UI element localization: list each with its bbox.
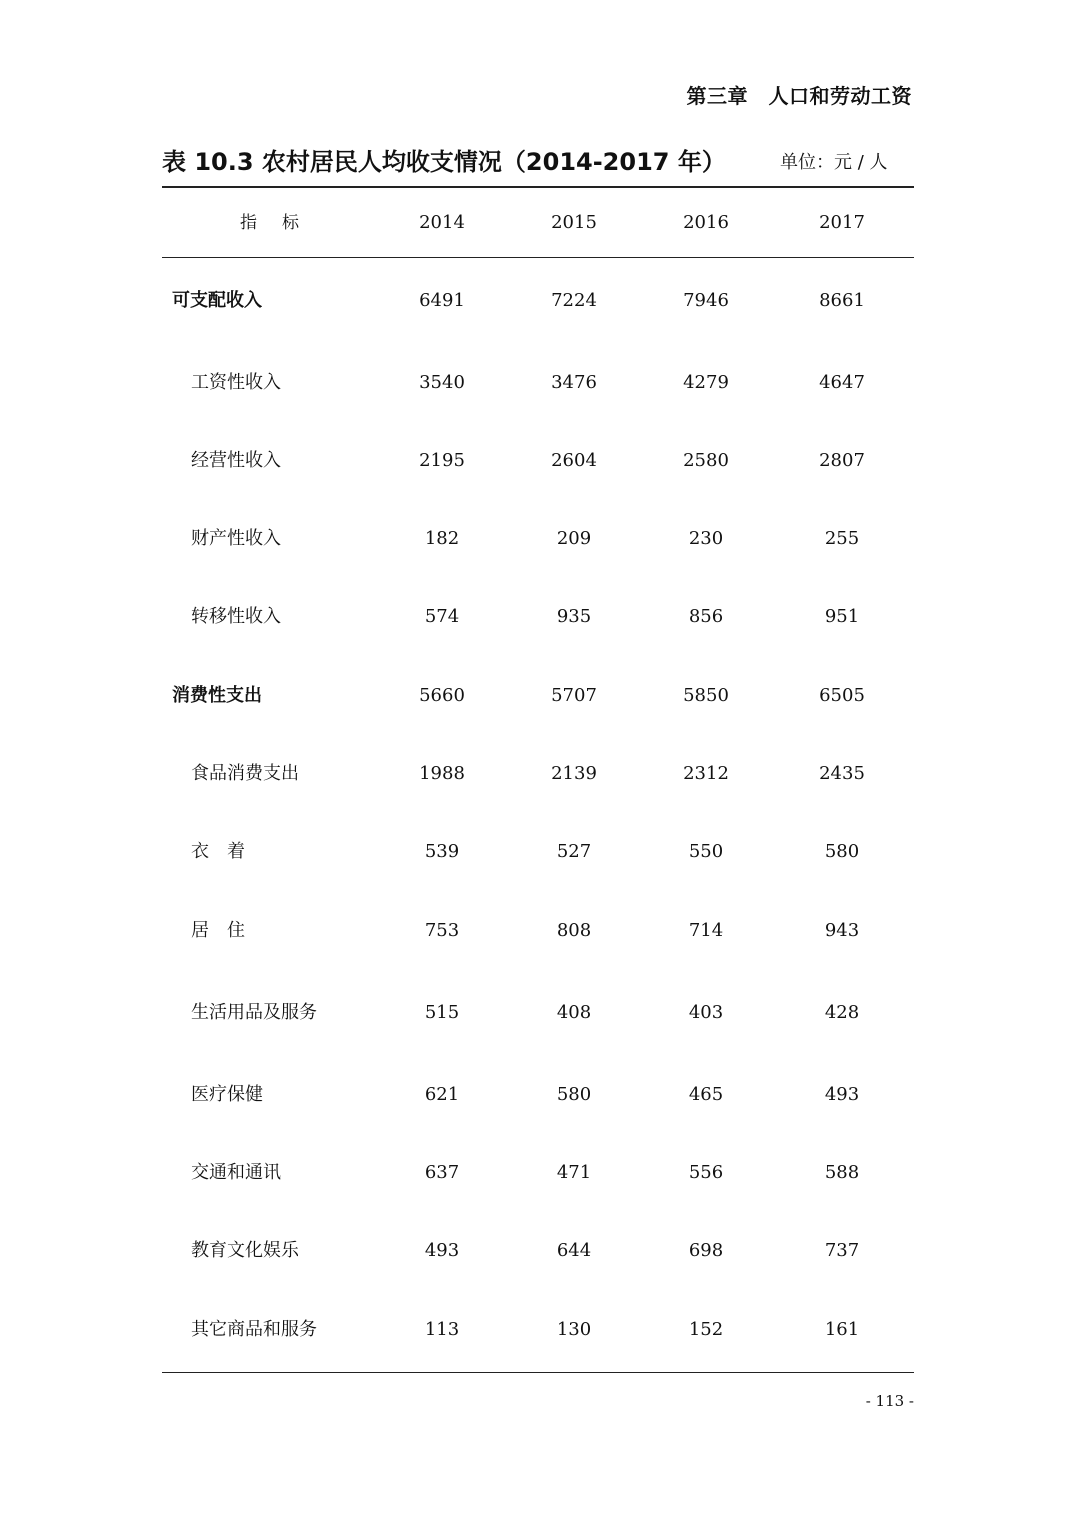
- cell-2016: 714: [688, 920, 724, 941]
- row-label: 财产性收入: [191, 528, 281, 549]
- cell-2017: 580: [824, 841, 860, 862]
- cell-2017: 8661: [819, 290, 865, 311]
- cell-2017: 943: [824, 920, 860, 941]
- cell-2016: 5850: [683, 685, 729, 706]
- cell-2016: 856: [688, 606, 724, 627]
- page-number: - 113 -: [865, 1392, 914, 1410]
- cell-2017: 6505: [819, 685, 865, 706]
- table-row: [162, 1158, 914, 1188]
- cell-2014: 113: [424, 1319, 460, 1340]
- cell-2014: 1988: [419, 763, 465, 784]
- table-row: [162, 446, 914, 476]
- cell-2015: 527: [556, 841, 592, 862]
- table-row: [162, 998, 914, 1028]
- cell-2016: 403: [688, 1002, 724, 1023]
- cell-2016: 2580: [683, 450, 729, 471]
- table-row: [162, 524, 914, 554]
- row-label: 生活用品及服务: [191, 1002, 317, 1023]
- cell-2016: 7946: [683, 290, 729, 311]
- cell-2015: 471: [556, 1162, 592, 1183]
- cell-2014: 515: [424, 1002, 460, 1023]
- cell-2016: 556: [688, 1162, 724, 1183]
- row-label: 转移性收入: [191, 606, 281, 627]
- row-label: 食品消费支出: [191, 763, 299, 784]
- cell-2014: 3540: [419, 372, 465, 393]
- cell-2014: 753: [424, 920, 460, 941]
- table-row: [162, 681, 914, 711]
- cell-2017: 493: [824, 1084, 860, 1105]
- table-header-row: [162, 208, 914, 238]
- row-label: 其它商品和服务: [191, 1319, 317, 1340]
- cell-2017: 4647: [819, 372, 865, 393]
- cell-2015: 808: [556, 920, 592, 941]
- cell-2015: 5707: [551, 685, 597, 706]
- column-header-2017: 2017: [819, 212, 865, 233]
- table-row: [162, 286, 914, 316]
- table-row: [162, 1315, 914, 1345]
- column-header-indicator: 指 标: [240, 213, 303, 233]
- row-label: 居 住: [191, 920, 245, 941]
- column-header-2014: 2014: [419, 212, 465, 233]
- cell-2015: 7224: [551, 290, 597, 311]
- cell-2016: 152: [688, 1319, 724, 1340]
- cell-2014: 493: [424, 1240, 460, 1261]
- cell-2015: 580: [556, 1084, 592, 1105]
- row-label: 教育文化娱乐: [191, 1240, 299, 1261]
- column-header-2016: 2016: [683, 212, 729, 233]
- cell-2017: 255: [824, 528, 860, 549]
- table-unit: 单位：元 / 人: [780, 152, 888, 173]
- cell-2014: 5660: [419, 685, 465, 706]
- cell-2015: 209: [556, 528, 592, 549]
- table-top-rule: [162, 186, 914, 188]
- cell-2016: 550: [688, 841, 724, 862]
- table-row: [162, 1236, 914, 1266]
- cell-2017: 2807: [819, 450, 865, 471]
- row-label: 经营性收入: [191, 450, 281, 471]
- cell-2014: 6491: [419, 290, 465, 311]
- cell-2016: 698: [688, 1240, 724, 1261]
- cell-2014: 637: [424, 1162, 460, 1183]
- table-title: 表 10.3 农村居民人均收支情况（2014-2017 年）: [162, 148, 726, 176]
- cell-2017: 588: [824, 1162, 860, 1183]
- cell-2016: 230: [688, 528, 724, 549]
- row-label: 消费性支出: [172, 685, 262, 706]
- cell-2015: 130: [556, 1319, 592, 1340]
- cell-2015: 935: [556, 606, 592, 627]
- cell-2014: 574: [424, 606, 460, 627]
- cell-2016: 465: [688, 1084, 724, 1105]
- cell-2015: 644: [556, 1240, 592, 1261]
- row-label: 衣 着: [191, 841, 245, 862]
- cell-2014: 621: [424, 1084, 460, 1105]
- table-title-row: [162, 138, 914, 182]
- table-header-rule: [162, 257, 914, 258]
- cell-2017: 428: [824, 1002, 860, 1023]
- cell-2017: 2435: [819, 763, 865, 784]
- chapter-header: 第三章 人口和劳动工资: [686, 84, 912, 108]
- row-label: 医疗保健: [191, 1084, 263, 1105]
- table-row: [162, 602, 914, 632]
- row-label: 可支配收入: [172, 290, 262, 311]
- cell-2014: 2195: [419, 450, 465, 471]
- cell-2016: 4279: [683, 372, 729, 393]
- row-label: 交通和通讯: [191, 1162, 281, 1183]
- cell-2015: 2139: [551, 763, 597, 784]
- table-row: [162, 837, 914, 867]
- cell-2016: 2312: [683, 763, 729, 784]
- table-row: [162, 1080, 914, 1110]
- row-label: 工资性收入: [191, 372, 281, 393]
- cell-2017: 737: [824, 1240, 860, 1261]
- table-bottom-rule: [162, 1372, 914, 1373]
- table-row: [162, 759, 914, 789]
- cell-2015: 2604: [551, 450, 597, 471]
- cell-2017: 951: [824, 606, 860, 627]
- cell-2014: 182: [424, 528, 460, 549]
- cell-2015: 3476: [551, 372, 597, 393]
- cell-2015: 408: [556, 1002, 592, 1023]
- cell-2017: 161: [824, 1319, 860, 1340]
- cell-2014: 539: [424, 841, 460, 862]
- table-row: [162, 368, 914, 398]
- table-row: [162, 916, 914, 946]
- column-header-2015: 2015: [551, 212, 597, 233]
